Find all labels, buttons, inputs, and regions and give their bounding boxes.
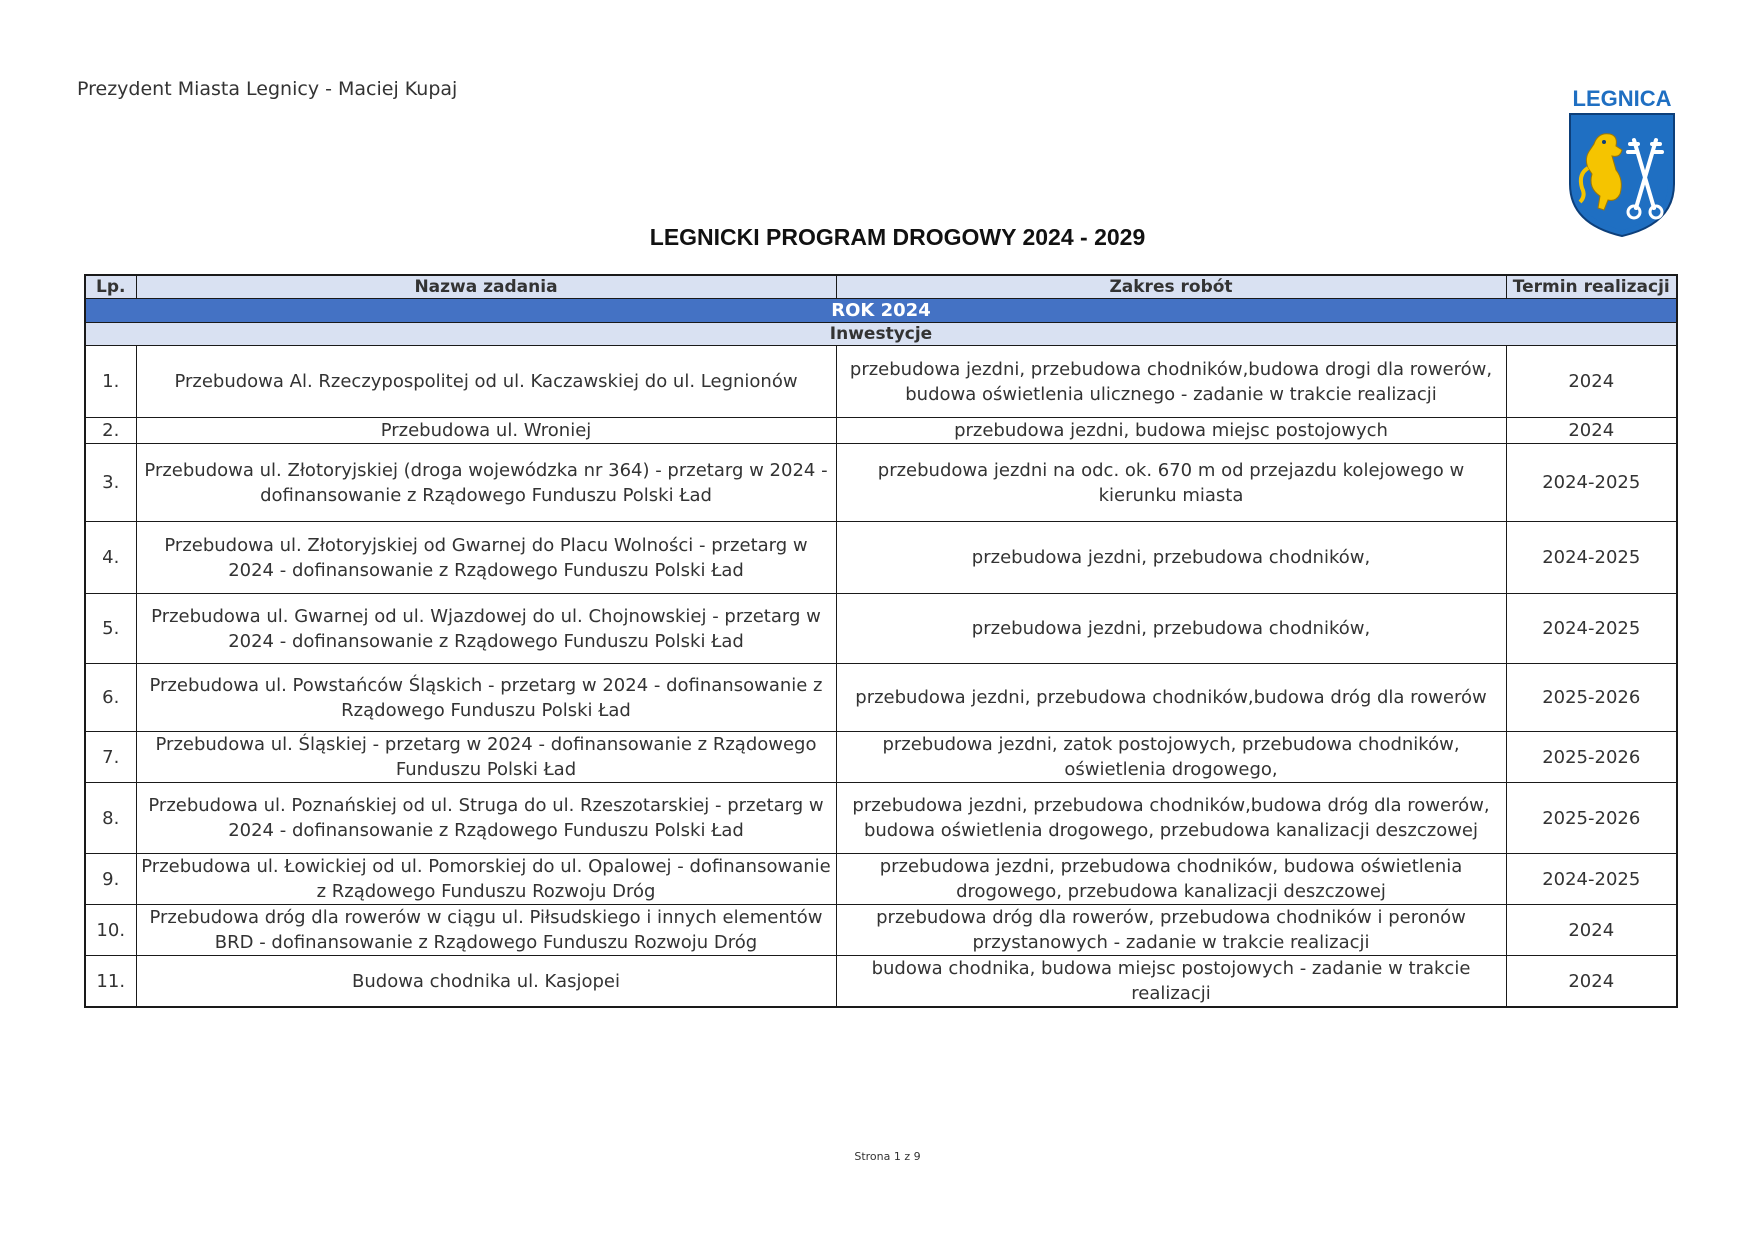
column-header-lp: Lp. — [85, 275, 136, 299]
table-row — [85, 956, 1677, 1008]
row-number: 8. — [85, 783, 136, 854]
scope-cell: przebudowa jezdni na odc. ok. 670 m od przejazdu kolejowego w kierunku miasta — [836, 444, 1506, 522]
term-cell: 2025-2026 — [1506, 783, 1677, 854]
page-number: Strona 1 z 9 — [854, 1150, 921, 1163]
scope-cell: przebudowa jezdni, przebudowa chodników,budowa dróg dla rowerów, budowa oświetlenia drogowego, przebudowa kanalizacji deszczowej — [836, 783, 1506, 854]
scope-cell: budowa chodnika, budowa miejsc postojowych - zadanie w trakcie realizacji — [836, 956, 1506, 1008]
term-cell: 2024 — [1506, 418, 1677, 444]
document-author: Prezydent Miasta Legnicy - Maciej Kupaj — [77, 78, 458, 100]
scope-cell: przebudowa jezdni, przebudowa chodników,budowa dróg dla rowerów — [836, 664, 1506, 732]
row-number: 9. — [85, 854, 136, 905]
table-row — [85, 905, 1677, 956]
row-number: 3. — [85, 444, 136, 522]
legnica-coat-of-arms-logo — [1564, 84, 1680, 239]
column-header-scope: Zakres robót — [836, 275, 1506, 299]
scope-cell: przebudowa jezdni, przebudowa chodników, budowa oświetlenia drogowego, przebudowa kanalizacji deszczowej — [836, 854, 1506, 905]
table-row — [85, 783, 1677, 854]
table-row — [85, 664, 1677, 732]
term-cell: 2024-2025 — [1506, 854, 1677, 905]
row-number: 11. — [85, 956, 136, 1008]
table-row — [85, 522, 1677, 594]
task-name-cell: Przebudowa ul. Śląskiej - przetarg w 2024 - dofinansowanie z Rządowego Funduszu Polski Ład — [136, 732, 836, 783]
term-cell: 2025-2026 — [1506, 664, 1677, 732]
row-number: 10. — [85, 905, 136, 956]
table-row — [85, 346, 1677, 418]
term-cell: 2024-2025 — [1506, 444, 1677, 522]
term-cell: 2024 — [1506, 346, 1677, 418]
table-row — [85, 732, 1677, 783]
task-name-cell: Przebudowa ul. Łowickiej od ul. Pomorskiej do ul. Opalowej - dofinansowanie z Rządowego Funduszu Rozwoju Dróg — [136, 854, 836, 905]
term-cell: 2025-2026 — [1506, 732, 1677, 783]
logo-text: LEGNICA — [1572, 86, 1672, 111]
year-heading: ROK 2024 — [85, 299, 1677, 323]
term-cell: 2024 — [1506, 905, 1677, 956]
task-name-cell: Przebudowa dróg dla rowerów w ciągu ul. Piłsudskiego i innych elementów BRD - dofinansowanie z Rządowego Funduszu Rozwoju Dróg — [136, 905, 836, 956]
scope-cell: przebudowa dróg dla rowerów, przebudowa chodników i peronów przystanowych - zadanie w trakcie realizacji — [836, 905, 1506, 956]
column-header-task-name: Nazwa zadania — [136, 275, 836, 299]
table-row — [85, 594, 1677, 664]
road-program-table — [84, 274, 1678, 1008]
table-row — [85, 418, 1677, 444]
row-number: 4. — [85, 522, 136, 594]
row-number: 5. — [85, 594, 136, 664]
row-number: 7. — [85, 732, 136, 783]
row-number: 1. — [85, 346, 136, 418]
task-name-cell: Przebudowa ul. Powstańców Śląskich - przetarg w 2024 - dofinansowanie z Rządowego Funduszu Polski Ład — [136, 664, 836, 732]
scope-cell: przebudowa jezdni, przebudowa chodników, — [836, 594, 1506, 664]
scope-cell: przebudowa jezdni, przebudowa chodników,budowa drogi dla rowerów, budowa oświetlenia ulicznego - zadanie w trakcie realizacji — [836, 346, 1506, 418]
scope-cell: przebudowa jezdni, budowa miejsc postojowych — [836, 418, 1506, 444]
scope-cell: przebudowa jezdni, zatok postojowych, przebudowa chodników, oświetlenia drogowego, — [836, 732, 1506, 783]
task-name-cell: Budowa chodnika ul. Kasjopei — [136, 956, 836, 1008]
task-name-cell: Przebudowa ul. Wroniej — [136, 418, 836, 444]
page-title: LEGNICKI PROGRAM DROGOWY 2024 - 2029 — [649, 224, 1146, 250]
table-row — [85, 854, 1677, 905]
term-cell: 2024-2025 — [1506, 594, 1677, 664]
row-number: 6. — [85, 664, 136, 732]
task-name-cell: Przebudowa ul. Gwarnej od ul. Wjazdowej do ul. Chojnowskiej - przetarg w 2024 - dofinansowanie z Rządowego Funduszu Polski Ład — [136, 594, 836, 664]
task-name-cell: Przebudowa ul. Złotoryjskiej od Gwarnej do Placu Wolności - przetarg w 2024 - dofinansowanie z Rządowego Funduszu Polski Ład — [136, 522, 836, 594]
task-name-cell: Przebudowa Al. Rzeczypospolitej od ul. Kaczawskiej do ul. Legnionów — [136, 346, 836, 418]
section-heading: Inwestycje — [85, 323, 1677, 346]
table-row — [85, 444, 1677, 522]
term-cell: 2024 — [1506, 956, 1677, 1008]
row-number: 2. — [85, 418, 136, 444]
task-name-cell: Przebudowa ul. Złotoryjskiej (droga wojewódzka nr 364) - przetarg w 2024 - dofinansowanie z Rządowego Funduszu Polski Ład — [136, 444, 836, 522]
column-header-term: Termin realizacji — [1506, 275, 1677, 299]
task-name-cell: Przebudowa ul. Poznańskiej od ul. Struga do ul. Rzeszotarskiej - przetarg w 2024 - dofinansowanie z Rządowego Funduszu Polski Ład — [136, 783, 836, 854]
term-cell: 2024-2025 — [1506, 522, 1677, 594]
scope-cell: przebudowa jezdni, przebudowa chodników, — [836, 522, 1506, 594]
